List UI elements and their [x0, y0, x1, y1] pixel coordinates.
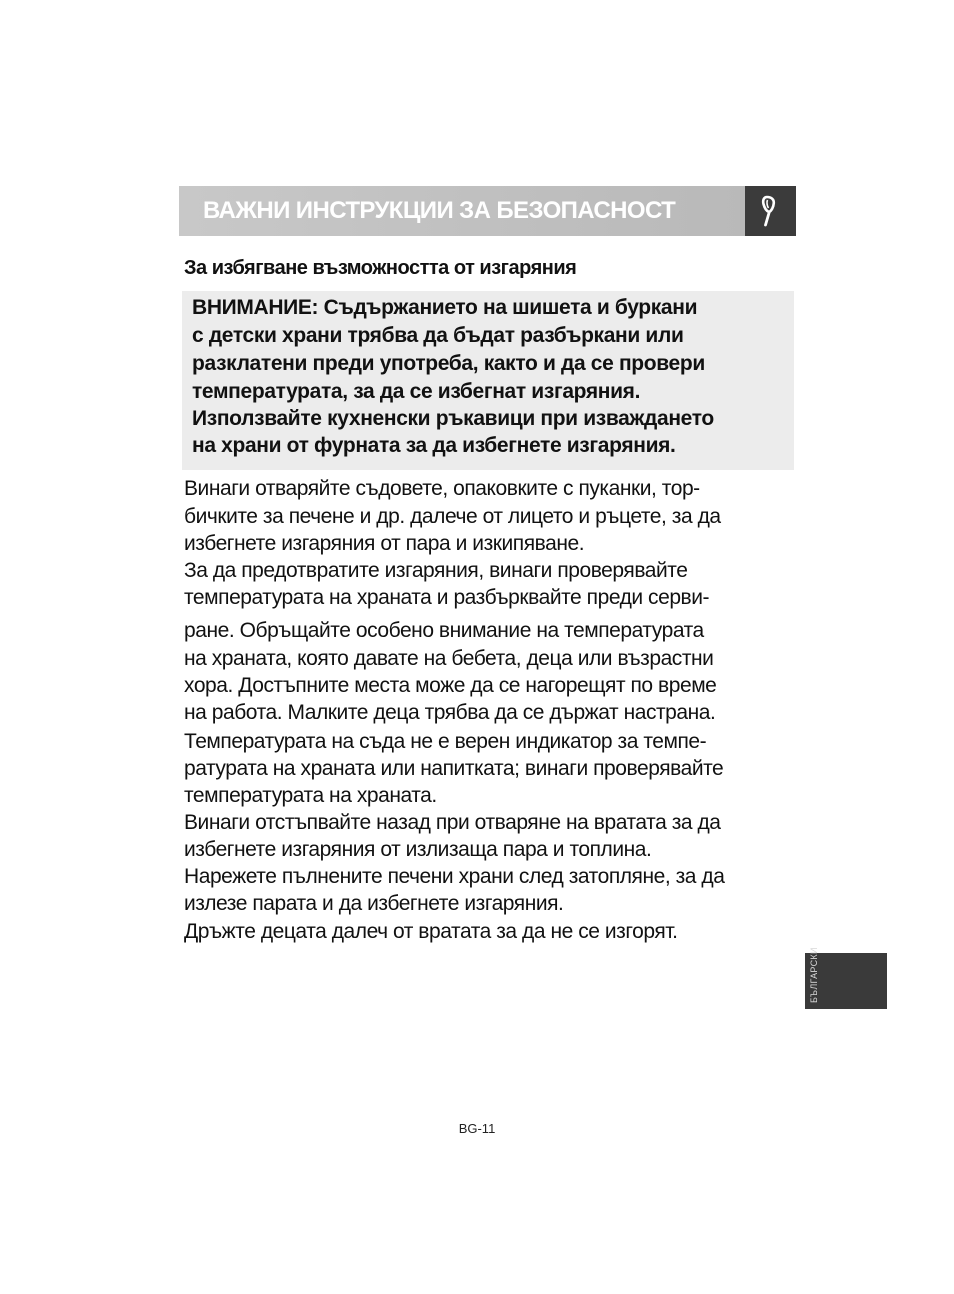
page-number: BG-11 [458, 1121, 496, 1136]
header-bar [179, 186, 745, 236]
warning-line: разклатени преди употреба, както и да се провери [192, 352, 705, 375]
warning-line: на храни от фурната за да избегнете изгаряния. [192, 434, 676, 457]
body-line: Винаги отстъпвайте назад при отваряне на вратата за да [184, 811, 721, 834]
warning-line: ВНИМАНИЕ: Съдържанието на шишета и буркани [192, 296, 698, 319]
body-line: Нарежете пълнените печени храни след затопляне, за да [184, 865, 725, 888]
body-line: температурата на храната и разбърквайте преди серви- [184, 586, 710, 609]
body-line: Дръжте децата далеч от вратата за да не се изгорят. [184, 920, 678, 943]
body-line: на храната, която давате на бебета, деца или възрастни [184, 647, 714, 670]
warning-line: с детски храни трябва да бъдат разбъркани или [192, 324, 684, 347]
header-title: ВАЖНИ ИНСТРУКЦИИ ЗА БЕЗОПАСНОСТ [203, 197, 676, 224]
body-line: Винаги отваряйте съдовете, опаковките с пуканки, тор- [184, 477, 700, 500]
body-line: на работа. Малките деца трябва да се държат настрана. [184, 701, 716, 724]
body-line: Температурата на съда не е верен индикатор за темпе- [184, 730, 707, 753]
language-label: БЪЛГАРСКИ [809, 947, 819, 1003]
exclamation-icon [745, 186, 796, 236]
warning-line: Използвайте кухненски ръкавици при изваждането [192, 407, 714, 430]
warning-line: температурата, за да се избегнат изгаряния. [192, 380, 641, 403]
body-line: температурата на храната. [184, 784, 437, 807]
body-line: избегнете изгаряния от пара и изкипяване. [184, 532, 585, 555]
body-line: ране. Обръщайте особено внимание на температурата [184, 619, 704, 642]
body-line: бичките за печене и др. далече от лицето и ръцете, за да [184, 505, 721, 528]
body-line: избегнете изгаряния от излизаща пара и топлина. [184, 838, 652, 861]
language-side-tab [805, 947, 887, 1009]
body-line: излезе парата и да избегнете изгаряния. [184, 892, 564, 915]
body-line: хора. Достъпните места може да се нагорещят по време [184, 674, 717, 697]
section-heading: За избягване възможността от изгаряния [184, 257, 577, 279]
body-line: За да предотвратите изгаряния, винаги проверявайте [184, 559, 688, 582]
body-line: ратурата на храната или напитката; винаги проверявайте [184, 757, 724, 780]
warning-box [182, 291, 794, 470]
header-icon-box [745, 186, 796, 236]
